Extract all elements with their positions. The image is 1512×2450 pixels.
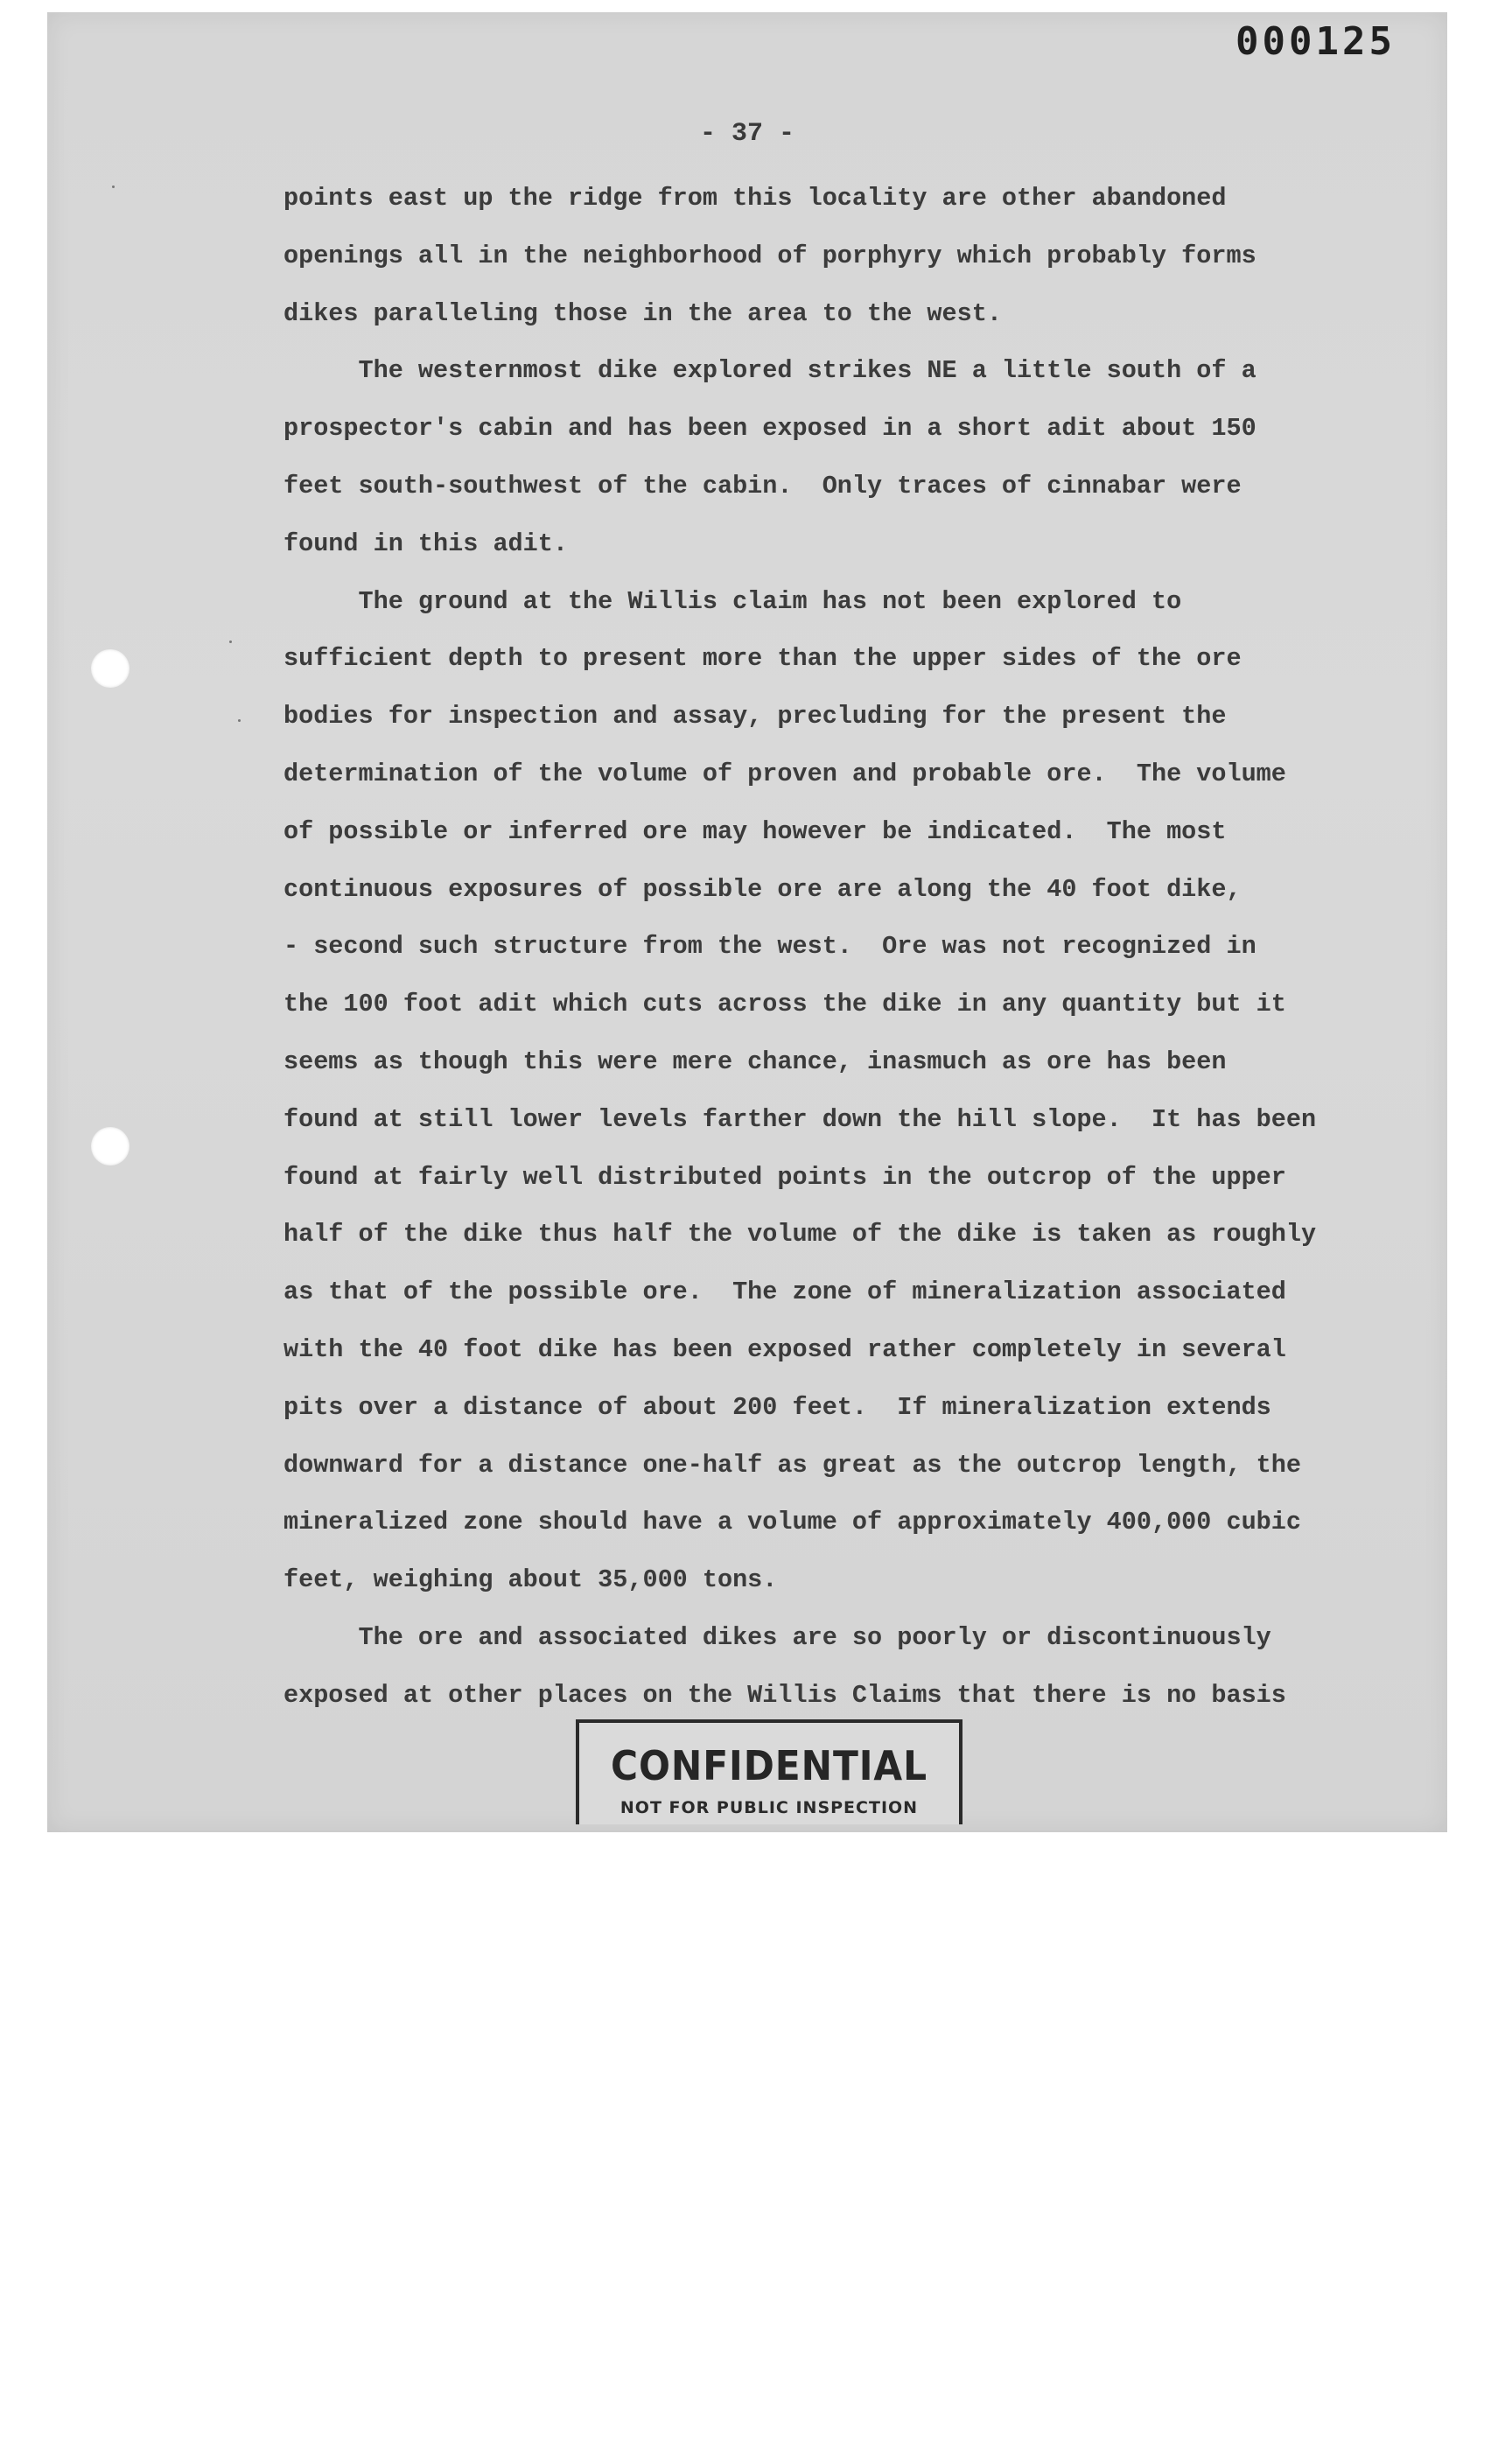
text-line: - second such structure from the west. Ore was not recognized in (284, 932, 1256, 962)
punch-hole-top (91, 649, 130, 688)
dust-speck (238, 719, 241, 722)
text-line: continuous exposures of possible ore are along the 40 foot dike, (284, 874, 1242, 904)
text-line: determination of the volume of proven and probable ore. The volume (284, 759, 1286, 788)
text-line: half of the dike thus half the volume of the dike is taken as roughly (284, 1220, 1317, 1250)
text-line: of possible or inferred ore may however be indicated. The most (284, 816, 1227, 846)
page-number: - 37 - (700, 119, 795, 149)
bates-number: 000125 (1236, 19, 1396, 64)
text-line: exposed at other places on the Willis Claims that there is no basis (284, 1680, 1286, 1710)
dust-speck (229, 640, 232, 643)
text-line: sufficient depth to present more than the upper sides of the ore (284, 644, 1242, 674)
text-line: The ground at the Willis claim has not been explored to (284, 586, 1182, 616)
text-line: found at fairly well distributed points in the outcrop of the upper (284, 1162, 1286, 1192)
text-line: dikes paralleling those in the area to the west. (284, 298, 1002, 328)
text-line: mineralized zone should have a volume of approximately 400,000 cubic (284, 1508, 1301, 1537)
text-line: bodies for inspection and assay, precluding for the present the (284, 702, 1227, 732)
text-line: prospector's cabin and has been exposed in a short adit about 150 (284, 414, 1256, 444)
text-line: downward for a distance one-half as great as the outcrop length, the (284, 1450, 1301, 1480)
text-line: found in this adit. (284, 528, 568, 558)
confidential-stamp (576, 1719, 962, 1824)
text-line: feet, weighing about 35,000 tons. (284, 1565, 778, 1595)
text-line: points east up the ridge from this locality are other abandoned (284, 184, 1227, 213)
punch-hole-bottom (91, 1127, 130, 1166)
text-line: feet south-southwest of the cabin. Only traces of cinnabar were (284, 471, 1242, 500)
text-line: as that of the possible ore. The zone of mineralization associated (284, 1278, 1286, 1307)
text-line: seems as though this were mere chance, inasmuch as ore has been (284, 1046, 1227, 1076)
dust-speck (112, 186, 115, 188)
text-line: The westernmost dike explored strikes NE a little south of a (284, 356, 1256, 386)
stamp-sub-text: NOT FOR PUBLIC INSPECTION (620, 1798, 919, 1817)
text-line: with the 40 foot dike has been exposed rather completely in several (284, 1334, 1286, 1364)
text-line: openings all in the neighborhood of porphyry which probably forms (284, 241, 1256, 270)
text-line: pits over a distance of about 200 feet. If mineralization extends (284, 1392, 1271, 1422)
stamp-main-text: CONFIDENTIAL (611, 1742, 928, 1789)
text-line: found at still lower levels farther down the hill slope. It has been (284, 1104, 1317, 1134)
text-line: the 100 foot adit which cuts across the dike in any quantity but it (284, 990, 1286, 1019)
body-text (284, 170, 1334, 1725)
text-line: The ore and associated dikes are so poorly or discontinuously (284, 1622, 1271, 1652)
